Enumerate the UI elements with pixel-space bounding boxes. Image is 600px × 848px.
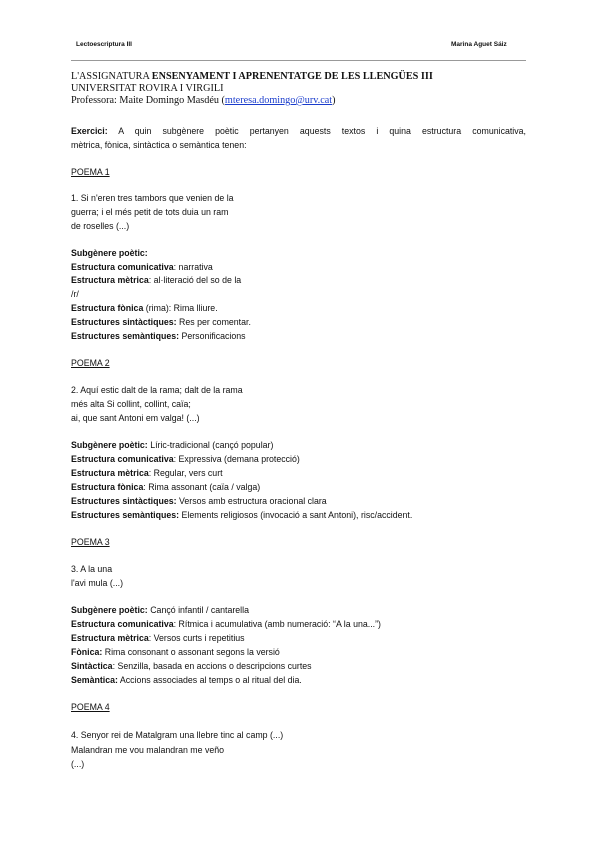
- poem-1-semantic: [71, 329, 246, 343]
- poem-4-line-3: (...): [71, 759, 85, 769]
- field-value: : Expressiva (demana protecció): [173, 454, 300, 464]
- field-label: Semàntica:: [71, 675, 118, 685]
- poem-3-line-2: l'avi mula (...): [71, 578, 124, 588]
- poem-1-line-1: 1. Si n'eren tres tambors que venien de la: [71, 193, 234, 203]
- institution-professor: [71, 95, 336, 106]
- poem-4-line-2: Malandran me vou malandran me veño: [71, 745, 225, 755]
- field-label: Estructura comunicativa: [71, 454, 174, 464]
- field-label: Estructures sintàctiques:: [71, 317, 177, 327]
- poem-1-subgenre: [71, 246, 148, 260]
- poem-3-metric: [71, 631, 245, 645]
- exercise-label: Exercici:: [71, 126, 108, 136]
- field-label: Sintàctica: [71, 661, 113, 671]
- header-divider: [71, 60, 526, 61]
- field-label: Estructures semàntiques:: [71, 510, 180, 520]
- field-label: Estructura mètrica: [71, 468, 149, 478]
- poem-2-title: POEMA 2: [71, 358, 110, 368]
- field-value: : Senzilla, basada en accions o descripcions curtes: [112, 661, 312, 671]
- poem-3-semantic: [71, 673, 302, 687]
- poem-1-line-3: de roselles (...): [71, 221, 130, 231]
- field-value: Elements religiosos (invocació a sant Antoni), risc/accident.: [179, 510, 413, 520]
- institution-prefix: L'ASSIGNATURA: [71, 71, 152, 82]
- field-value: Res per comentar.: [176, 317, 251, 327]
- field-value: Cançó infantil / cantarella: [147, 605, 249, 615]
- poem-1-communicative: [71, 260, 213, 274]
- header-course: Lectoescriptura III: [76, 41, 132, 48]
- field-value: Versos amb estructura oracional clara: [176, 496, 327, 506]
- poem-2-subgenre: [71, 438, 273, 452]
- poem-2-phonic: [71, 480, 260, 494]
- poem-2-line-3: ai, que sant Antoni em valga! (...): [71, 413, 200, 423]
- poem-3-phonic: [71, 645, 280, 659]
- field-label: Estructura comunicativa: [71, 619, 174, 629]
- course-name: ENSENYAMENT I APRENENTATGE DE LES LLENGÜES III: [151, 71, 433, 82]
- field-label: Subgènere poètic:: [71, 248, 148, 258]
- poem-4-line-1: 4. Senyor rei de Matalgram una llebre tinc al camp (...): [71, 730, 284, 740]
- professor-email-link[interactable]: mteresa.domingo@urv.cat: [224, 95, 333, 106]
- poem-1-line-2: guerra; i el més petit de tots duia un ram: [71, 207, 229, 217]
- professor-text-close: ): [332, 95, 336, 106]
- field-value: Accions associades al temps o al ritual del dia.: [117, 675, 302, 685]
- poem-1-metric: [71, 273, 241, 287]
- field-label: Estructura fònica: [71, 482, 144, 492]
- field-label: Subgènere poètic:: [71, 440, 148, 450]
- exercise-text-1: A quin subgènere poètic pertanyen aquests textos i quina estructura comunicativa,: [107, 126, 526, 136]
- institution-line-1: [71, 71, 433, 82]
- field-value: : Rima assonant (caïa / valga): [143, 482, 261, 492]
- poem-3-communicative: [71, 617, 381, 631]
- field-value: (rima): Rima lliure.: [143, 303, 218, 313]
- field-value: : narrativa: [173, 262, 213, 272]
- field-value: : Regular, vers curt: [148, 468, 223, 478]
- poem-2-metric: [71, 466, 223, 480]
- field-value: Líric-tradicional (cançó popular): [147, 440, 274, 450]
- poem-2-semantic: [71, 508, 412, 522]
- poem-3-syntactic: [71, 659, 312, 673]
- field-value: : Versos curts i repetitius: [148, 633, 245, 643]
- field-label: Fònica:: [71, 647, 103, 657]
- field-label: Estructura mètrica: [71, 633, 149, 643]
- field-value: : Rítmica i acumulativa (amb numeració: “A la una...”): [173, 619, 381, 629]
- field-value: Rima consonant o assonant segons la versió: [102, 647, 280, 657]
- exercise-line-1: [71, 124, 526, 138]
- poem-1-title: POEMA 1: [71, 167, 110, 177]
- poem-2-communicative: [71, 452, 300, 466]
- field-value: : al·literació del so de la: [148, 275, 242, 285]
- institution-university: UNIVERSITAT ROVIRA I VIRGILI: [71, 83, 224, 94]
- poem-1-phonic: [71, 301, 218, 315]
- field-label: Estructura mètrica: [71, 275, 149, 285]
- professor-text: Professora: Maite Domingo Masdéu (: [71, 95, 225, 106]
- poem-3-line-1: 3. A la una: [71, 564, 113, 574]
- field-label: Estructura fònica: [71, 303, 144, 313]
- field-label: Estructures semàntiques:: [71, 331, 180, 341]
- field-label: Estructura comunicativa: [71, 262, 174, 272]
- field-value: Personificacions: [179, 331, 246, 341]
- poem-1-metric-cont: /r/: [71, 289, 79, 299]
- poem-3-title: POEMA 3: [71, 537, 110, 547]
- poem-4-title: POEMA 4: [71, 702, 110, 712]
- poem-2-line-2: més alta Si collint, collint, caïa;: [71, 399, 191, 409]
- field-label: Estructures sintàctiques:: [71, 496, 177, 506]
- exercise-line-2: mètrica, fònica, sintàctica o semàntica tenen:: [71, 140, 247, 150]
- poem-1-syntactic: [71, 315, 251, 329]
- header-author: Marina Aguet Sáiz: [451, 41, 507, 48]
- poem-2-line-1: 2. Aquí estic dalt de la rama; dalt de la rama: [71, 385, 243, 395]
- field-label: Subgènere poètic:: [71, 605, 148, 615]
- poem-3-subgenre: [71, 603, 249, 617]
- poem-2-syntactic: [71, 494, 327, 508]
